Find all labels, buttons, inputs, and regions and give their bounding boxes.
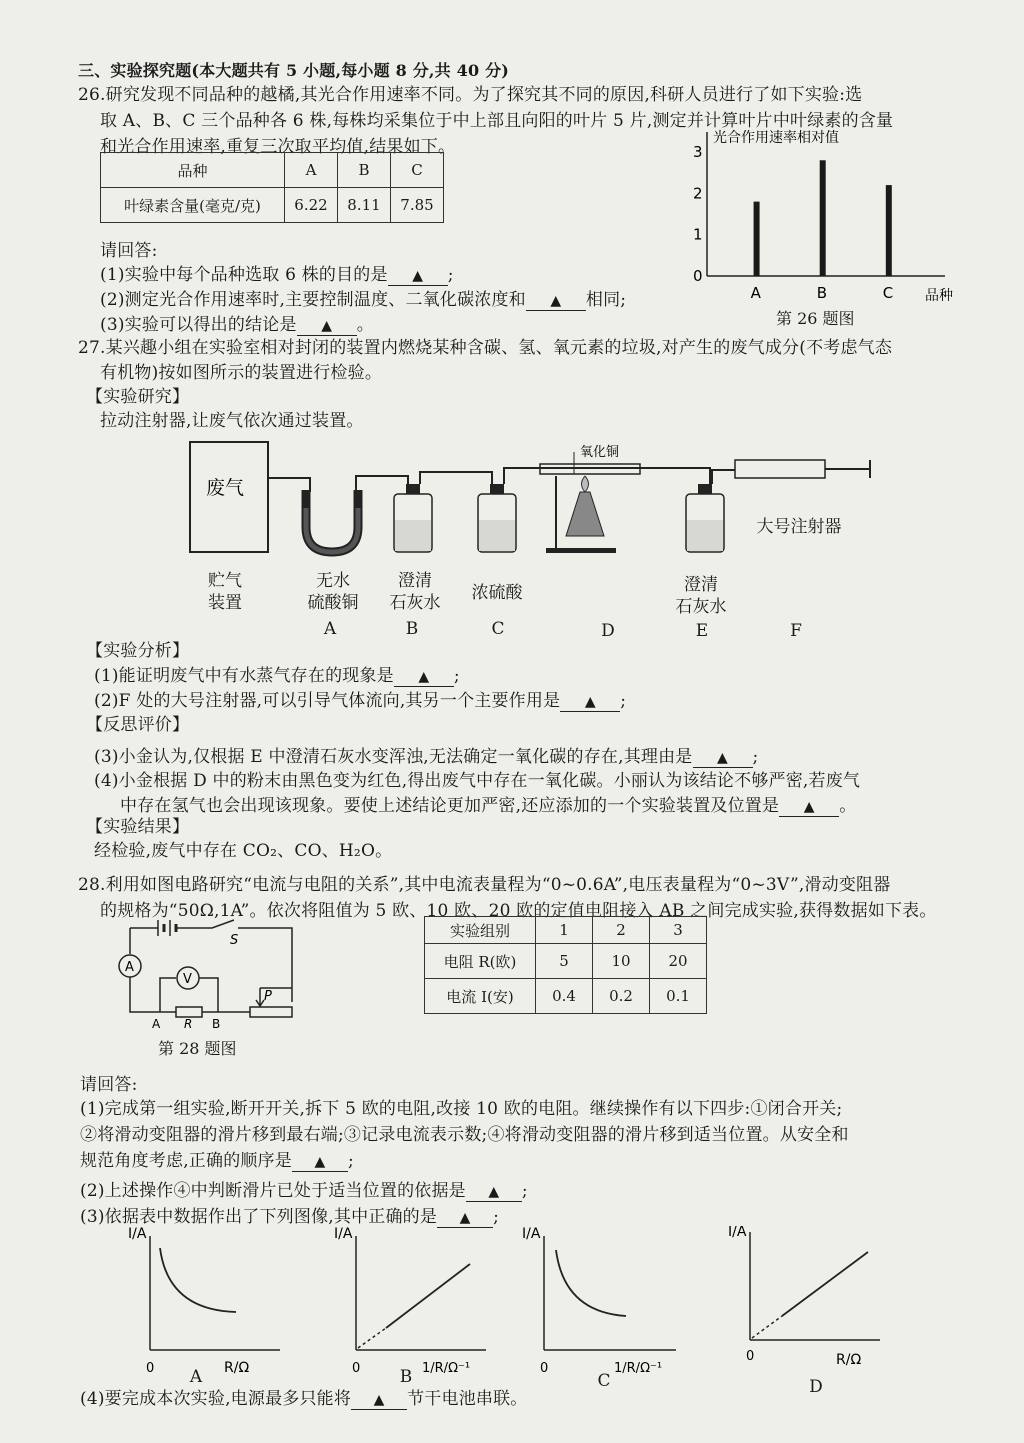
graph-letter-c: C — [597, 1371, 611, 1391]
waste-gas-label: 废气 — [206, 477, 245, 499]
graph-ylabel: I/A — [728, 1226, 747, 1240]
graph-letter-d: D — [809, 1377, 823, 1397]
table-cell: C — [391, 153, 444, 188]
tube — [268, 478, 310, 492]
answer-blank[interactable]: ▲ — [373, 1392, 385, 1408]
table-row — [425, 917, 707, 944]
resistor-icon — [176, 1007, 202, 1017]
alcohol-lamp — [566, 492, 604, 536]
table-row — [101, 188, 444, 223]
letter-f: F — [790, 621, 802, 641]
answer-blank[interactable]: ▲ — [418, 669, 430, 685]
answer-blank[interactable]: ▲ — [459, 1210, 471, 1226]
graph-line — [782, 1252, 868, 1316]
table-cell: 5 — [536, 944, 593, 979]
graph-option-a[interactable] — [128, 1226, 280, 1376]
graph-xlabel: R/Ω — [224, 1360, 250, 1376]
q27-part4-line2: 中存在氢气也会出现该现象。要使上述结论更加严密,还应添加的一个实验装置及位置是 ▲ 。 — [120, 796, 857, 816]
q28-part2: (2)上述操作④中判断滑片已处于适当位置的依据是 ▲ ; — [80, 1181, 528, 1201]
circuit-caption: 第 28 题图 — [158, 1039, 237, 1058]
answer-blank[interactable]: ▲ — [321, 318, 333, 334]
resistor-label: R — [184, 1017, 193, 1031]
q27-heading-result: 【实验结果】 — [86, 817, 190, 837]
y-tick-label: 2 — [693, 184, 703, 203]
y-tick-label: 1 — [693, 225, 703, 244]
table-cell: 3 — [650, 917, 707, 944]
u-tube — [306, 490, 358, 552]
answer-blank[interactable]: ▲ — [803, 799, 815, 815]
table-cell: 实验组别 — [425, 917, 536, 944]
table-cell: 6.22 — [285, 188, 338, 223]
q28-line1: 28.利用如图电路研究“电流与电阻的关系”,其中电流表量程为“0~0.6A”,电压表量程为“0~3V”,滑动变阻器 — [78, 875, 891, 895]
graph-ylabel: I/A — [128, 1226, 147, 1242]
q26-part3-text: (3)实验可以得出的结论是 — [100, 315, 297, 335]
table-cell: 叶绿素含量(毫克/克) — [101, 188, 285, 223]
tube — [504, 468, 640, 484]
lime-water-fill — [687, 520, 723, 551]
switch-icon — [176, 920, 234, 928]
table-cell: 0.1 — [650, 979, 707, 1014]
bar-a — [754, 202, 760, 276]
x-tick-label: B — [816, 284, 827, 302]
q28-part1-line3: 规范角度考虑,正确的顺序是 ▲ ; — [80, 1151, 354, 1171]
tube — [356, 476, 408, 490]
iv-graph-options — [120, 1226, 980, 1376]
graph-option-c[interactable] — [522, 1226, 676, 1376]
q26-part2-tail: 相同; — [585, 290, 627, 310]
table-cell: 2 — [593, 917, 650, 944]
q26-line2: 取 A、B、C 三个品种各 6 株,每株均采集位于中上部且向阳的叶片 5 片,测定并计算叶片中叶绿素的含量 — [100, 111, 894, 131]
flame — [582, 476, 589, 492]
q28-part4-text: (4)要完成本次实验,电源最多只能将 — [80, 1389, 352, 1409]
ammeter-label: A — [125, 960, 134, 975]
graph-origin: 0 — [746, 1349, 755, 1364]
answer-blank[interactable]: ▲ — [584, 694, 596, 710]
q27-part2: (2)F 处的大号注射器,可以引导气体流向,其另一个主要作用是 ▲ ; — [94, 691, 627, 711]
graph-origin: 0 — [540, 1361, 549, 1376]
letter-c: C — [491, 619, 505, 639]
graph-line — [386, 1264, 470, 1328]
chart-caption: 第 26 题图 — [776, 309, 855, 328]
point-a-label: A — [152, 1017, 161, 1031]
answer-blank[interactable]: ▲ — [550, 293, 562, 309]
q27-heading-analysis: 【实验分析】 — [86, 641, 190, 661]
q28-ask: 请回答: — [80, 1075, 138, 1095]
table-row — [425, 979, 707, 1014]
copper-oxide-label: 氧化铜 — [580, 445, 620, 460]
table-cell: 8.11 — [338, 188, 391, 223]
table-cell: 20 — [650, 944, 707, 979]
label-a: 无水 硫酸铜 — [307, 571, 359, 613]
syringe-barrel — [735, 460, 825, 478]
q26-part2-text: (2)测定光合作用速率时,主要控制温度、二氧化碳浓度和 — [100, 290, 526, 310]
bottle-c-stopper — [490, 484, 504, 494]
letter-a: A — [323, 619, 337, 639]
x-tick-label: A — [750, 284, 761, 302]
q27-part2-text: (2)F 处的大号注射器,可以引导气体流向,其另一个主要作用是 — [94, 691, 561, 711]
graph-curve — [160, 1248, 236, 1312]
slider-label: P — [264, 989, 272, 1004]
x-axis-label: 品种 — [925, 288, 953, 304]
wire — [160, 978, 176, 1012]
q27-part1-text: (1)能证明废气中有水蒸气存在的现象是 — [94, 666, 394, 686]
q28-part3-text: (3)依据表中数据作出了下列图像,其中正确的是 — [80, 1207, 438, 1227]
graph-origin: 0 — [352, 1361, 361, 1376]
graph-ylabel: I/A — [522, 1226, 541, 1242]
chlorophyll-table — [100, 152, 444, 223]
answer-blank[interactable]: ▲ — [314, 1154, 326, 1170]
letter-d: D — [601, 621, 615, 641]
q28-part3: (3)依据表中数据作出了下列图像,其中正确的是 ▲ ; — [80, 1207, 500, 1227]
graph-option-d[interactable] — [728, 1226, 880, 1368]
lime-water-fill — [395, 520, 431, 551]
q28-part1-line1: (1)完成第一组实验,断开开关,拆下 5 欧的电阻,改接 10 欧的电阻。继续操作有以下四步:①闭合开关; — [80, 1099, 843, 1119]
letter-b: B — [405, 619, 419, 639]
table-row — [425, 944, 707, 979]
graph-letter-a: A — [189, 1367, 203, 1387]
q27-line1: 27.某兴趣小组在实验室相对封闭的装置内燃烧某种含碳、氢、氧元素的垃圾,对产生的废气成分(不考虑气态 — [78, 338, 893, 358]
q26-part1: (1)实验中每个品种选取 6 株的目的是 ▲ ; — [100, 265, 454, 285]
label-b: 澄清 石灰水 — [389, 571, 441, 613]
q28-part2-text: (2)上述操作④中判断滑片已处于适当位置的依据是 — [80, 1181, 466, 1201]
point-b-label: B — [212, 1017, 221, 1031]
table-cell: A — [285, 153, 338, 188]
graph-curve — [556, 1250, 626, 1316]
q28-line2: 的规格为“50Ω,1A”。依次将阻值为 5 欧、10 欧、20 欧的定值电阻接入 AB 之间完成实验,获得数据如下表。 — [100, 901, 937, 921]
q28-part1-text: 规范角度考虑,正确的顺序是 — [80, 1151, 293, 1171]
q26-line1: 26.研究发现不同品种的越橘,其光合作用速率不同。为了探究其不同的原因,科研人员进行了如下实验:选 — [78, 85, 863, 105]
table-cell: B — [338, 153, 391, 188]
tube — [712, 470, 735, 484]
table-cell: 品种 — [101, 153, 285, 188]
table-cell: 1 — [536, 917, 593, 944]
graph-xlabel: R/Ω — [836, 1352, 862, 1368]
graph-dashed-segment — [358, 1328, 386, 1348]
answer-blank[interactable]: ▲ — [717, 750, 728, 766]
answer-blank[interactable]: ▲ — [488, 1184, 500, 1200]
table-cell: 0.4 — [536, 979, 593, 1014]
data-table — [424, 916, 707, 1014]
bar-b — [820, 160, 826, 276]
graph-xlabel: 1/R/Ω⁻¹ — [422, 1361, 471, 1376]
table-cell: 0.2 — [593, 979, 650, 1014]
graph-option-b[interactable] — [334, 1226, 486, 1376]
bottle-e-stopper — [698, 484, 712, 494]
q28-part4 — [80, 1384, 528, 1410]
copper-sulfate-fill — [306, 508, 358, 552]
circuit-diagram — [100, 916, 310, 1032]
q26-part1-text: (1)实验中每个品种选取 6 株的目的是 — [100, 265, 388, 285]
q27-part1: (1)能证明废气中有水蒸气存在的现象是 ▲ ; — [94, 666, 460, 686]
q27-heading-research: 【实验研究】 — [86, 387, 190, 407]
table-cell: 7.85 — [391, 188, 444, 223]
answer-blank[interactable]: ▲ — [412, 268, 424, 284]
table-cell: 电流 I(安) — [425, 979, 536, 1014]
table-cell: 10 — [593, 944, 650, 979]
graph-origin: 0 — [146, 1361, 155, 1376]
voltmeter-label: V — [183, 972, 192, 987]
q28-part1-line2: ②将滑动变阻器的滑片移到最右端;③记录电流表示数;④将滑动变阻器的滑片移到适当位置。从安全和 — [80, 1125, 849, 1145]
q27-line3: 拉动注射器,让废气依次通过装置。 — [100, 411, 364, 431]
q27-heading-reflection: 【反思评价】 — [86, 715, 190, 735]
q27-result: 经检验,废气中存在 CO₂、CO、H₂O。 — [94, 841, 393, 861]
label-storage: 贮气 装置 — [208, 571, 242, 613]
bottle-b-stopper — [406, 484, 420, 494]
q26-ask: 请回答: — [100, 241, 158, 261]
rheostat-icon — [250, 1007, 292, 1017]
graph-ylabel: I/A — [334, 1226, 353, 1242]
q27-part3-text: (3)小金认为,仅根据 E 中澄清石灰水变浑浊,无法确定一氧化碳的存在,其理由是 — [94, 747, 693, 767]
stand-base — [546, 548, 616, 553]
y-tick-label: 0 — [693, 267, 703, 285]
q26-line3: 和光合作用速率,重复三次取平均值,结果如下。 — [100, 137, 456, 157]
q27-part3: (3)小金认为,仅根据 E 中澄清石灰水变浑浊,无法确定一氧化碳的存在,其理由是 ▲ ; — [94, 747, 759, 767]
q26-part3: (3)实验可以得出的结论是 ▲ 。 — [100, 315, 374, 335]
bar-c — [886, 185, 892, 276]
tube — [420, 472, 492, 484]
photosynthesis-bar-chart — [680, 124, 970, 314]
tube — [640, 468, 710, 484]
graph-letter-b: B — [399, 1367, 413, 1387]
y-axis-label: 光合作用速率相对值 — [713, 130, 839, 146]
label-syringe: 大号注射器 — [756, 517, 842, 537]
wire — [130, 977, 160, 1012]
label-e: 澄清 石灰水 — [675, 575, 727, 617]
section-title: 三、实验探究题(本大题共有 5 小题,每小题 8 分,共 40 分) — [78, 61, 510, 80]
q28-part4-tail: 节干电池串联。 — [407, 1389, 528, 1409]
letter-e: E — [695, 621, 709, 641]
table-cell: 电阻 R(欧) — [425, 944, 536, 979]
table-row — [101, 153, 444, 188]
q27-line2: 有机物)按如图所示的装置进行检验。 — [100, 363, 383, 383]
apparatus-diagram — [180, 432, 880, 562]
q27-part4-text: 中存在氢气也会出现该现象。要使上述结论更加严密,还应添加的一个实验装置及位置是 — [120, 796, 780, 816]
sulfuric-acid-fill — [479, 520, 515, 551]
graph-dashed-segment — [752, 1316, 782, 1338]
x-tick-label: C — [882, 284, 894, 302]
graph-xlabel: 1/R/Ω⁻¹ — [614, 1361, 663, 1376]
y-tick-label: 3 — [693, 143, 703, 161]
label-c: 浓硫酸 — [471, 583, 523, 603]
q27-part4-line1: (4)小金根据 D 中的粉末由黑色变为红色,得出废气中存在一氧化碳。小丽认为该结论不够严密,若废气 — [94, 771, 861, 791]
switch-label: S — [230, 933, 239, 948]
q26-part2 — [100, 285, 626, 311]
